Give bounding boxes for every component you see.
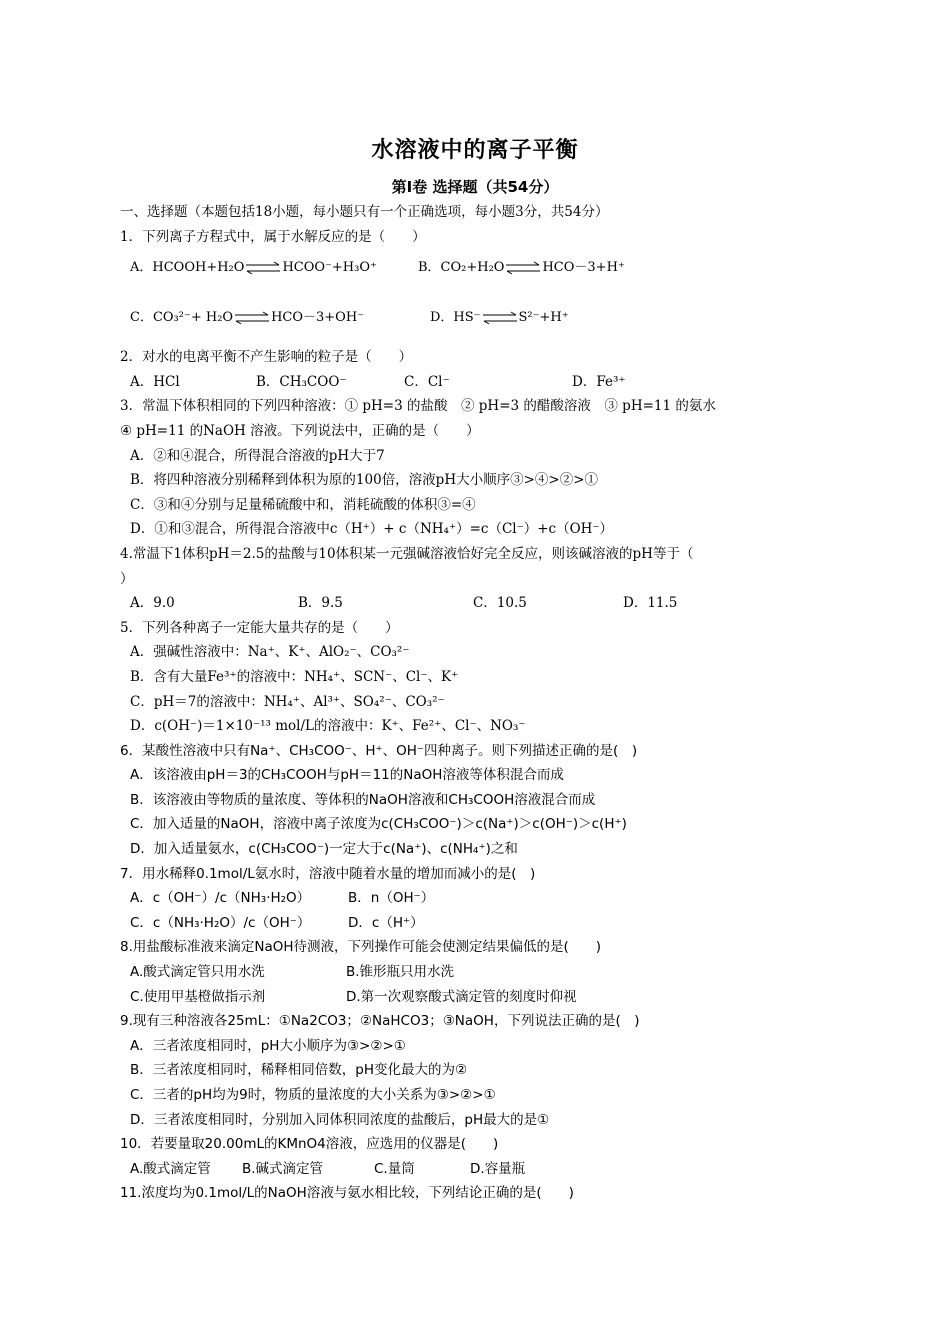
question-5-option-b: B．含有大量Fe³⁺的溶液中：NH₄⁺、SCN⁻、Cl⁻、K⁺: [130, 668, 459, 685]
question-10-stem: 10．若要量取20.00mL的KMnO4溶液，应选用的仪器是( ): [120, 1136, 499, 1153]
option-d: D．Fe³⁺: [572, 373, 626, 390]
option-a-products: HCOO⁻+H₃O⁺: [282, 260, 377, 276]
option-b: B.碱式滴定管: [242, 1160, 324, 1177]
question-11-stem: 11.浓度均为0.1mol/L的NaOH溶液与氨水相比较，下列结论正确的是( ): [120, 1185, 574, 1202]
option-a: A．c（OH⁻）/c（NH₃·H₂O）: [130, 890, 311, 907]
option-b: B.锥形瓶只用水洗: [346, 964, 455, 981]
question-5-option-a: A．强碱性溶液中：Na⁺、K⁺、AlO₂⁻、CO₃²⁻: [130, 644, 410, 661]
question-9-stem: 9.现有三种溶液各25mL：①Na2CO3；②NaHCO3；③NaOH，下列说法正确的是( ): [120, 1013, 640, 1030]
question-1-stem: 1．下列离子方程式中，属于水解反应的是（ ）: [120, 228, 426, 245]
option-c-products: HCO－3+OH⁻: [271, 310, 365, 326]
section-heading: 第Ⅰ卷 选择题（共54分）: [391, 178, 559, 196]
question-5-stem: 5．下列各种离子一定能大量共存的是（ ）: [120, 619, 399, 636]
option-b-products: HCO－3+H⁺: [542, 260, 625, 276]
question-7-options-cd: [120, 911, 840, 936]
question-3-option-a: A．②和④混合，所得混合溶液的pH大于7: [130, 447, 385, 464]
question-8-stem: 8.用盐酸标准液来滴定NaOH待测液，下列操作可能会使测定结果偏低的是( ): [120, 939, 602, 956]
question-2-options: [120, 370, 840, 395]
option-d-products: S²⁻+H⁺: [518, 310, 569, 326]
question-9-option-b: B．三者浓度相同时，稀释相同倍数，pH变化最大的为②: [130, 1062, 468, 1079]
questions: [120, 200, 840, 1206]
option-c: C.量筒: [374, 1160, 415, 1177]
option-c: C．Cl⁻: [404, 373, 450, 390]
question-10-options: [120, 1157, 840, 1182]
option-d: D.容量瓶: [470, 1160, 526, 1177]
question-5-option-c: C．pH＝7的溶液中：NH₄⁺、Al³⁺、SO₄²⁻、CO₃²⁻: [130, 693, 445, 710]
option-a: A．9.0: [130, 595, 175, 612]
section-intro: 一、选择题（本题包括18小题，每小题只有一个正确选项，每小题3分，共54分）: [120, 204, 609, 220]
option-c: C.使用甲基橙做指示剂: [130, 988, 266, 1005]
reversible-arrow-icon: [234, 311, 270, 325]
option-b-reactants: B．CO₂+H₂O: [418, 260, 505, 276]
reversible-arrow-icon: [245, 261, 281, 275]
option-a: A.酸式滴定管只用水洗: [130, 964, 265, 981]
question-3-option-c: C．③和④分别与足量稀硫酸中和，消耗硫酸的体积③=④: [130, 496, 476, 513]
option-a: A．HCl: [130, 373, 180, 390]
question-8-options-cd: [120, 985, 840, 1010]
question-2-stem: 2．对水的电离平衡不产生影响的粒子是（ ）: [120, 349, 413, 366]
option-d: D．c（H⁺）: [348, 914, 424, 931]
question-6-option-c: C．加入适量的NaOH，溶液中离子浓度为c(CH₃COO⁻)＞c(Na⁺)＞c(OH⁻)＞c(H⁺): [130, 816, 627, 833]
option-b: B．9.5: [298, 595, 343, 612]
option-d-reactants: D．HS⁻: [430, 310, 481, 326]
question-8-options-ab: [120, 960, 840, 985]
question-1-options-cd: [120, 293, 840, 343]
option-a: A.酸式滴定管: [130, 1160, 211, 1177]
option-a-reactants: A．HCOOH+H₂O: [130, 260, 245, 276]
question-1-option-a: [130, 243, 377, 293]
question-1-option-c: [130, 293, 364, 343]
page-title: 水溶液中的离子平衡: [371, 138, 579, 163]
question-4-stem-2: ）: [120, 570, 134, 587]
question-4-options: [120, 591, 840, 616]
question-7-options-ab: [120, 886, 840, 911]
question-9-option-d: D．三者浓度相同时，分别加入同体积同浓度的盐酸后，pH最大的是①: [130, 1111, 550, 1128]
question-9-option-c: C．三者的pH均为9时，物质的量浓度的大小关系为③>②>①: [130, 1087, 496, 1103]
option-c-reactants: C．CO₃²⁻+ H₂O: [130, 310, 234, 326]
reversible-arrow-icon: [505, 261, 541, 275]
reversible-arrow-icon: [482, 311, 518, 325]
question-7-stem: 7．用水稀释0.1mol/L氨水时，溶液中随着水量的增加而减小的是( ): [120, 865, 536, 882]
question-6-option-d: D．加入适量氨水，c(CH₃COO⁻)一定大于c(Na⁺)、c(NH₄⁺)之和: [130, 841, 518, 858]
question-3-option-b: B．将四种溶液分别稀释到体积为原的100倍，溶液pH大小顺序③>④>②>①: [130, 472, 599, 489]
question-3-option-d: D．①和③混合，所得混合溶液中c（H⁺）+ c（NH₄⁺）=c（Cl⁻）+c（OH⁻）: [130, 521, 614, 538]
question-4-stem-1: 4.常温下1体积pH＝2.5的盐酸与10体积某一元强碱溶液恰好完全反应，则该碱溶液的pH等于（: [120, 545, 694, 562]
option-b: B．n（OH⁻）: [348, 890, 435, 907]
option-c: C．10.5: [473, 595, 527, 612]
question-6-option-b: B．该溶液由等物质的量浓度、等体积的NaOH溶液和CH₃COOH溶液混合而成: [130, 791, 596, 808]
question-1-options-ab: [120, 243, 840, 293]
option-b: B．CH₃COO⁻: [256, 373, 347, 390]
question-5-option-d: D．c(OH⁻)＝1×10⁻¹³ mol/L的溶液中：K⁺、Fe²⁺、Cl⁻、NO₃⁻: [130, 718, 526, 735]
question-3-stem-1: 3．常温下体积相同的下列四种溶液：① pH=3 的盐酸 ② pH=3 的醋酸溶液 ③ pH=11 的氨水: [120, 398, 716, 415]
option-c: C．c（NH₃·H₂O）/c（OH⁻）: [130, 914, 311, 931]
question-6-option-a: A．该溶液由pH＝3的CH₃COOH与pH＝11的NaOH溶液等体积混合而成: [130, 767, 564, 784]
question-9-option-a: A．三者浓度相同时，pH大小顺序为③>②>①: [130, 1037, 406, 1054]
question-1-option-b: [418, 243, 625, 293]
question-1-option-d: [430, 293, 569, 343]
question-6-stem: 6．某酸性溶液中只有Na⁺、CH₃COO⁻、H⁺、OH⁻四种离子。则下列描述正确的是( ): [120, 742, 638, 759]
question-3-stem-2: ④ pH=11 的NaOH 溶液。下列说法中，正确的是（ ）: [120, 422, 480, 439]
option-d: D.第一次观察酸式滴定管的刻度时仰视: [346, 988, 577, 1005]
option-d: D．11.5: [623, 595, 678, 612]
